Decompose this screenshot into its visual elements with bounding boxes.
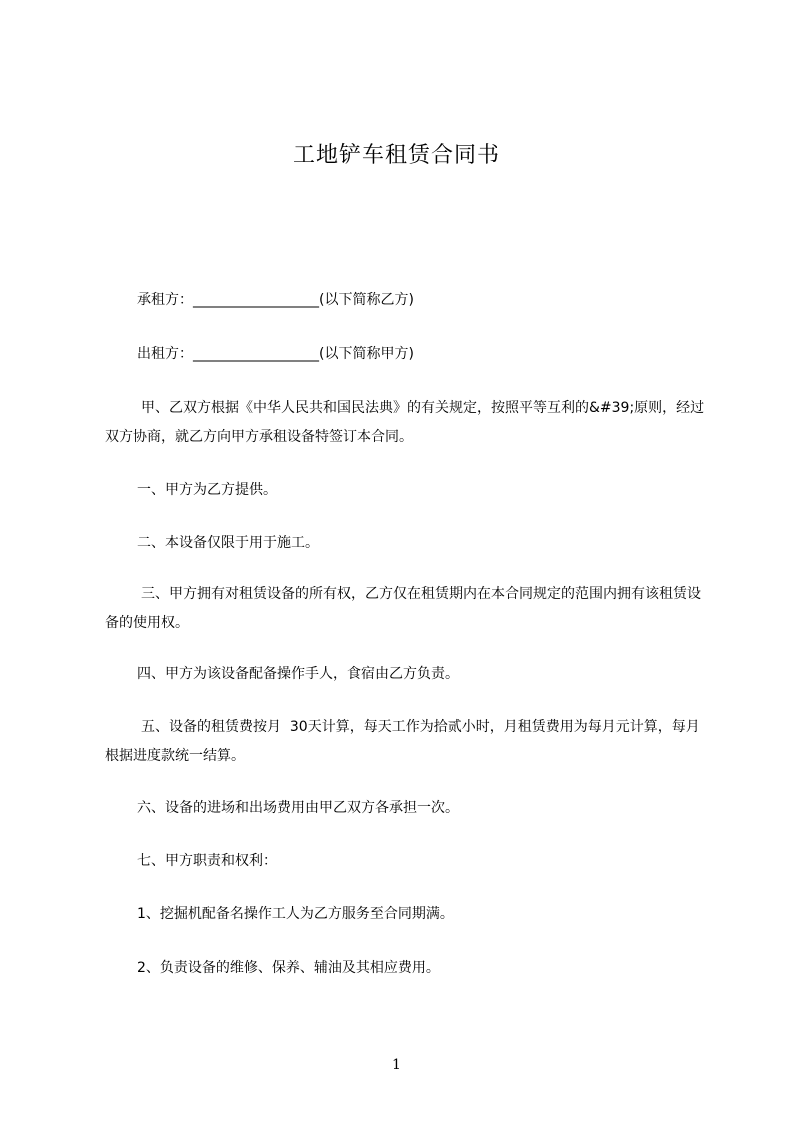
page-number: 1 xyxy=(392,1057,401,1073)
clause-6: 六、设备的进场和出场费用由甲乙双方各承担一次。 xyxy=(137,800,459,816)
clause-3: 三、甲方拥有对租赁设备的所有权，乙方仅在租赁期内在本合同规定的范围内拥有该租赁设备的使用权。 xyxy=(105,586,701,631)
clause-7-heading: 七、甲方职责和权利： xyxy=(137,853,277,869)
lessor-line: 出租方：__________________(以下简称甲方) xyxy=(137,346,414,362)
clause-5: 五、设备的租赁费按月 30天计算，每天工作为拾贰小时，月租赁费用为每月元计算，每月根据进度款统一结算。 xyxy=(105,719,700,764)
lessee-line: 承租方：__________________(以下简称乙方) xyxy=(137,292,414,308)
clause-4: 四、甲方为该设备配备操作手人，食宿由乙方负责。 xyxy=(137,666,459,682)
clause-1: 一、甲方为乙方提供。 xyxy=(137,482,277,498)
clause-7-item-2: 2、负责设备的维修、保养、辅油及其相应费用。 xyxy=(137,960,440,976)
document-title: 工地铲车租赁合同书 xyxy=(292,143,500,168)
clause-2: 二、本设备仅限于用于施工。 xyxy=(137,535,319,551)
clause-7-item-1: 1、挖掘机配备名操作工人为乙方服务至合同期满。 xyxy=(137,906,454,922)
preamble-paragraph: 甲、乙双方根据《中华人民共和国民法典》的有关规定，按照平等互利的&#39;原则，经过双方协商，就乙方向甲方承租设备特签订本合同。 xyxy=(105,400,705,445)
